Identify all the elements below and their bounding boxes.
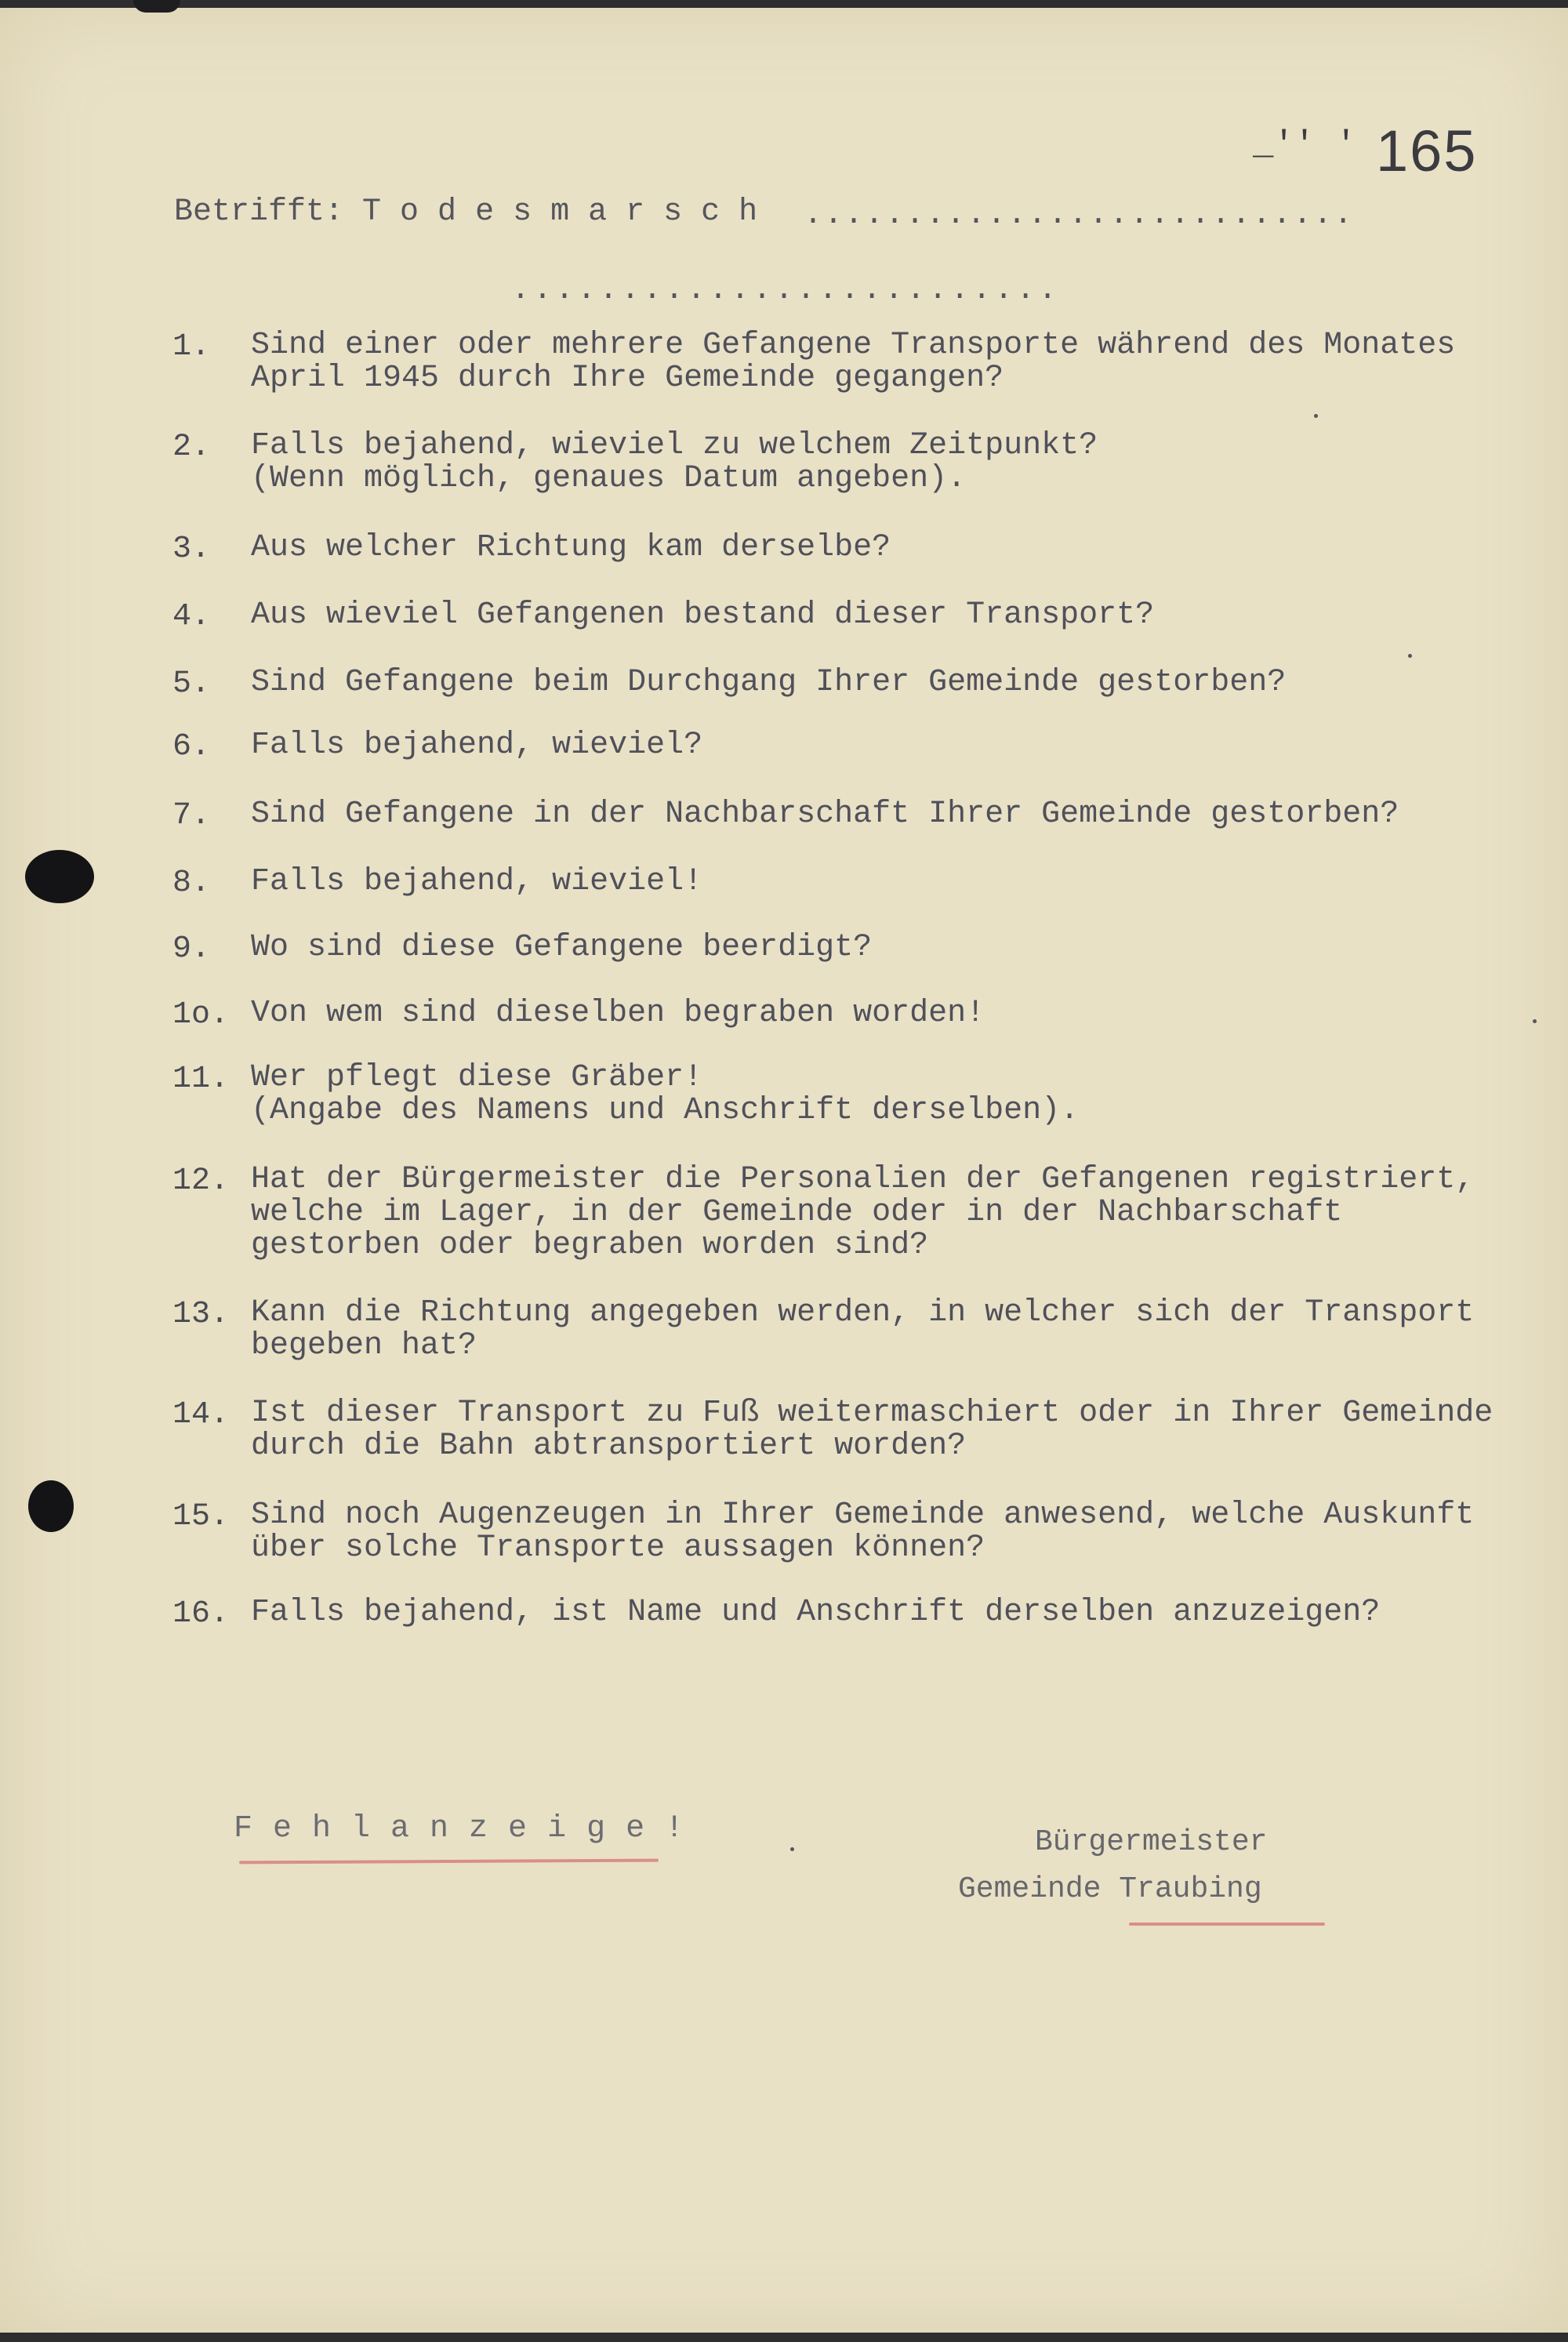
subject-dot-leader: ........................... [804,198,1355,233]
question-text: Sind noch Augenzeugen in Ihrer Gemeinde anwesend, welche Auskunft über solche Transporte aussagen können? [251,1498,1475,1566]
question-number: 12. [172,1164,230,1199]
question-number: 14. [172,1397,230,1432]
page-number: 165 [1376,118,1478,183]
stamp-mark: _'' ' [1253,125,1357,165]
question-text: Falls bejahend, wieviel zu welchem Zeitpunkt? (Wenn möglich, genaues Datum angeben). [251,428,1098,496]
question-text: Hat der Bürgermeister die Personalien der Gefangenen registriert, welche im Lager, in der Gemeinde oder in der Nachbarschaft gestorben oder begraben worden sind? [251,1162,1475,1263]
question-number: 11. [172,1062,230,1097]
red-pencil-underline [1129,1923,1325,1926]
question-text: Sind einer oder mehrere Gefangene Transporte während des Monates April 1945 durch Ihre Gemeinde gegangen? [251,328,1456,396]
paper-speck [790,1847,794,1851]
signatory-title: Bürgermeister [1035,1825,1268,1859]
subject-line: Betrifft: T o d e s m a r s c h [174,194,758,230]
question-number: 3. [172,532,211,567]
punch-hole-upper [25,850,94,903]
question-number: 13. [172,1297,230,1332]
scan-top-edge [0,0,1568,8]
question-text: Sind Gefangene beim Durchgang Ihrer Gemeinde gestorben? [251,665,1287,700]
question-text: Aus welcher Richtung kam derselbe? [251,530,891,565]
question-text: Von wem sind dieselben begraben worden! [251,996,985,1031]
red-pencil-underline [239,1859,659,1865]
negative-report: F e h l a n z e i g e ! [234,1811,685,1846]
question-number: 4. [172,599,211,634]
question-number: 5. [172,666,211,702]
punch-hole-lower [28,1480,74,1532]
question-text: Falls bejahend, wieviel! [251,864,703,899]
question-text: Aus wieviel Gefangenen bestand dieser Transport? [251,597,1155,633]
question-number: 6. [172,729,211,764]
question-text: Wo sind diese Gefangene beerdigt? [251,930,873,965]
question-number: 9. [172,931,211,967]
ink-blot [133,0,180,13]
question-number: 2. [172,430,211,465]
paper-speck [1408,654,1412,658]
dot-rule: ......................... [511,273,1061,308]
question-text: Falls bejahend, ist Name und Anschrift derselben anzuzeigen? [251,1595,1381,1630]
question-number: 16. [172,1596,230,1632]
question-number: 1o. [172,997,230,1033]
question-text: Ist dieser Transport zu Fuß weitermaschiert oder in Ihrer Gemeinde durch die Bahn abtransportiert worden? [251,1396,1494,1464]
municipality-name: Gemeinde Traubing [958,1872,1262,1906]
question-text: Wer pflegt diese Gräber! (Angabe des Namens und Anschrift derselben). [251,1060,1080,1128]
question-text: Sind Gefangene in der Nachbarschaft Ihrer Gemeinde gestorben? [251,797,1399,832]
question-text: Falls bejahend, wieviel? [251,728,703,763]
question-number: 8. [172,866,211,901]
paper-speck [1533,1019,1537,1023]
question-number: 15. [172,1499,230,1534]
question-number: 7. [172,798,211,833]
question-number: 1. [172,329,211,365]
question-text: Kann die Richtung angegeben werden, in welcher sich der Transport begeben hat? [251,1295,1475,1363]
paper-speck [1314,414,1318,418]
scan-bottom-edge [0,2333,1568,2342]
